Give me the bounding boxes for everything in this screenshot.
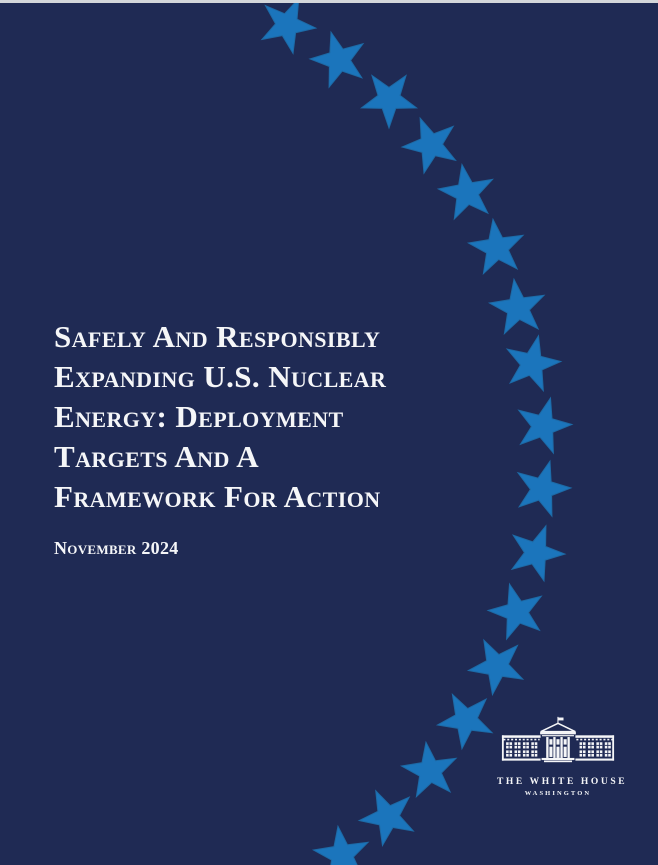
star-icon bbox=[306, 819, 378, 865]
title-line-3: Energy: Deployment bbox=[54, 399, 344, 434]
title-line-4: Targets And A bbox=[54, 439, 259, 474]
logo-city: WASHINGTON bbox=[524, 790, 592, 797]
star-icon bbox=[504, 387, 582, 465]
title-line-2: Expanding U.S. Nuclear bbox=[54, 359, 387, 394]
page-title bbox=[54, 317, 514, 517]
star-icon bbox=[461, 212, 533, 284]
window-top-edge bbox=[0, 0, 658, 3]
title-line-1: Safely And Responsibly bbox=[54, 319, 381, 354]
title-block bbox=[54, 317, 514, 517]
white-house-building-icon bbox=[500, 716, 616, 767]
title-line-5: Framework For Action bbox=[54, 479, 381, 514]
logo-wordmark: THE WHITE HOUSE bbox=[497, 777, 628, 787]
white-house-logo bbox=[497, 716, 628, 797]
publication-date: November 2024 bbox=[54, 538, 179, 558]
